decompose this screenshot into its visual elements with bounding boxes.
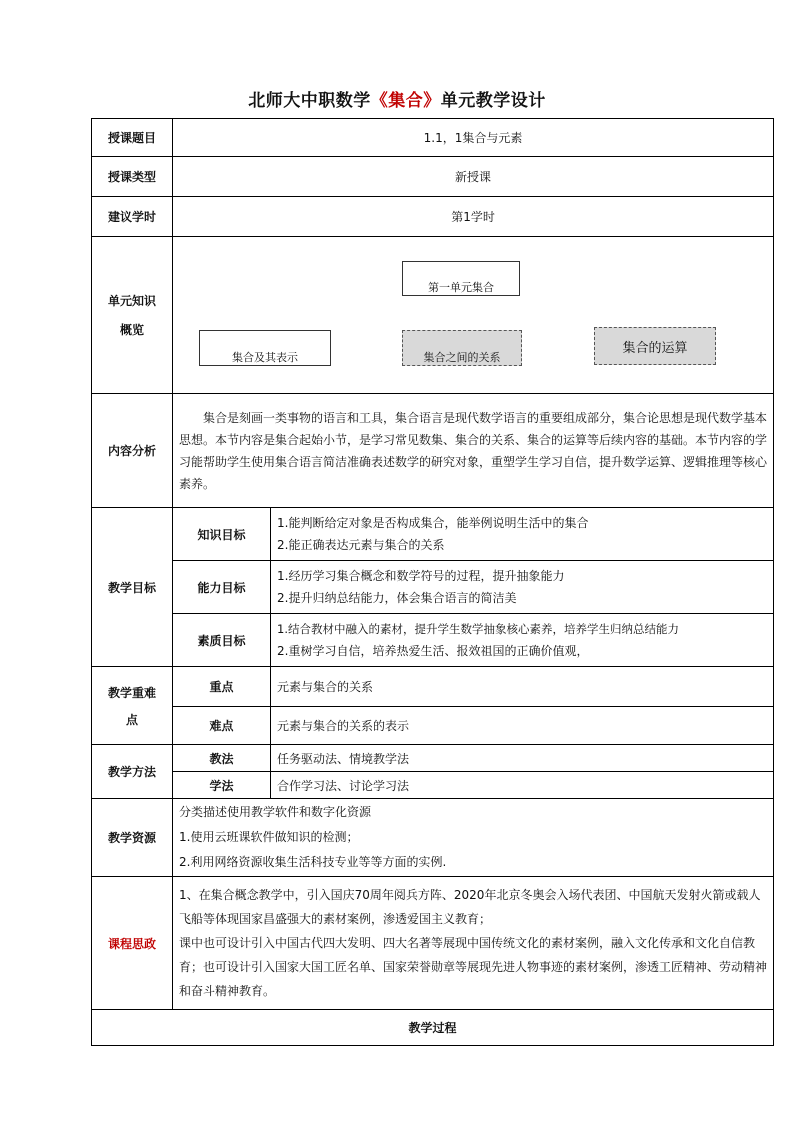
label-knowledge: 知识目标 xyxy=(173,508,271,561)
overview-box-unit xyxy=(402,261,520,296)
row-hours xyxy=(92,197,774,237)
value-focus: 元素与集合的关系 xyxy=(271,667,774,707)
label-focus: 重点 xyxy=(173,667,271,707)
label-teach: 教法 xyxy=(173,745,271,772)
analysis-cell xyxy=(173,394,774,508)
title-suffix: 单元教学设计 xyxy=(440,91,546,111)
overview-box-relations xyxy=(402,330,522,366)
label-key-line1: 教学重难 xyxy=(107,685,156,700)
row-resources xyxy=(92,799,774,877)
overview-box-representation-label: 集合及其表示 xyxy=(232,351,298,364)
label-ability: 能力目标 xyxy=(173,561,271,614)
overview-box-unit-label: 第一单元集合 xyxy=(428,281,494,294)
overview-box-representation xyxy=(199,330,331,366)
label-goals: 教学目标 xyxy=(92,508,173,667)
resources-line-2: 1.使用云班课软件做知识的检测； xyxy=(179,830,359,844)
overview-diagram xyxy=(173,237,773,393)
analysis-text: 集合是刻画一类事物的语言和工具，集合语言是现代数学语言的重要组成部分，集合论思想是现代数学基本思想。本节内容是集合起始小节，是学习常见数集、集合的关系、集合的运算等后续内容的基础。本节内容的学习能帮助学生使用集合语言简洁准确表述数学的研究对象，重塑学生学习自信，提升数学运算、逻辑推理等核心素养。 xyxy=(179,410,768,491)
label-key-points xyxy=(92,667,173,745)
value-hours: 第1学时 xyxy=(173,197,774,237)
row-method-teach xyxy=(92,745,774,772)
ideology-para-2: 课中也可设计引入中国古代四大发明、四大名著等展现中国传统文化的素材案例，融入文化传承和文化自信教育；也可设计引入国家大国工匠名单、国家荣誉勋章等展现先进人物事迹的素材案例，渗透工匠精神、劳动精神和奋斗精神教育。 xyxy=(179,936,768,998)
row-goal-quality xyxy=(92,614,774,667)
label-difficulty: 难点 xyxy=(173,707,271,745)
overview-box-relations-label: 集合之间的关系 xyxy=(423,351,501,364)
row-key-focus xyxy=(92,667,774,707)
lesson-plan-table xyxy=(91,118,774,1046)
overview-box-operations xyxy=(594,327,716,365)
label-quality: 素质目标 xyxy=(173,614,271,667)
title-prefix: 北师大中职数学 xyxy=(248,91,371,111)
label-process: 教学过程 xyxy=(92,1010,774,1046)
row-topic xyxy=(92,119,774,157)
ability-item-2: 2.提升归纳总结能力，体会集合语言的简洁美 xyxy=(277,591,517,605)
ideology-para-1: 1、在集合概念教学中，引入国庆70周年阅兵方阵、2020年北京冬奥会入场代表团、中国航天发射火箭或载人飞船等体现国家昌盛强大的素材案例，渗透爱国主义教育； xyxy=(179,888,761,926)
row-method-learn xyxy=(92,772,774,799)
label-analysis: 内容分析 xyxy=(92,394,173,508)
row-overview xyxy=(92,237,774,394)
row-key-difficulty xyxy=(92,707,774,745)
label-method: 教学方法 xyxy=(92,745,173,799)
label-overview xyxy=(92,237,173,394)
value-type: 新授课 xyxy=(173,157,774,197)
resources-line-1: 分类描述使用教学软件和数字化资源 xyxy=(179,805,372,819)
ability-item-1: 1.经历学习集合概念和数学符号的过程，提升抽象能力 xyxy=(277,569,565,583)
knowledge-item-2: 2.能正确表达元素与集合的关系 xyxy=(277,538,445,552)
label-learn: 学法 xyxy=(173,772,271,799)
label-overview-line2: 概览 xyxy=(119,323,144,337)
label-type: 授课类型 xyxy=(92,157,173,197)
resources-cell xyxy=(173,799,774,877)
row-type xyxy=(92,157,774,197)
label-ideology: 课程思政 xyxy=(92,877,173,1010)
row-goal-ability xyxy=(92,561,774,614)
quality-items xyxy=(271,614,774,667)
title-highlight: 《集合》 xyxy=(370,91,441,111)
label-key-line2: 点 xyxy=(125,712,138,727)
ability-items xyxy=(271,561,774,614)
label-resources: 教学资源 xyxy=(92,799,173,877)
quality-item-2: 2.重树学习自信，培养热爱生活、报效祖国的正确价值观， xyxy=(277,644,589,658)
label-topic: 授课题目 xyxy=(92,119,173,157)
label-hours: 建议学时 xyxy=(92,197,173,237)
value-teach: 任务驱动法、情境教学法 xyxy=(271,745,774,772)
knowledge-items xyxy=(271,508,774,561)
overview-diagram-cell xyxy=(173,237,774,394)
value-difficulty: 元素与集合的关系的表示 xyxy=(271,707,774,745)
document-title xyxy=(0,86,794,111)
label-overview-line1: 单元知识 xyxy=(107,294,156,308)
resources-line-3: 2.利用网络资源收集生活科技专业等等方面的实例. xyxy=(179,855,447,869)
knowledge-item-1: 1.能判断给定对象是否构成集合，能举例说明生活中的集合 xyxy=(277,516,589,530)
row-ideology xyxy=(92,877,774,1010)
value-topic: 1.1，1集合与元素 xyxy=(173,119,774,157)
quality-item-1: 1.结合教材中融入的素材，提升学生数学抽象核心素养，培养学生归纳总结能力 xyxy=(277,622,679,636)
value-learn: 合作学习法、讨论学习法 xyxy=(271,772,774,799)
row-goal-knowledge xyxy=(92,508,774,561)
row-process xyxy=(92,1010,774,1046)
ideology-cell xyxy=(173,877,774,1010)
overview-box-operations-label: 集合的运算 xyxy=(622,341,688,356)
row-analysis xyxy=(92,394,774,508)
